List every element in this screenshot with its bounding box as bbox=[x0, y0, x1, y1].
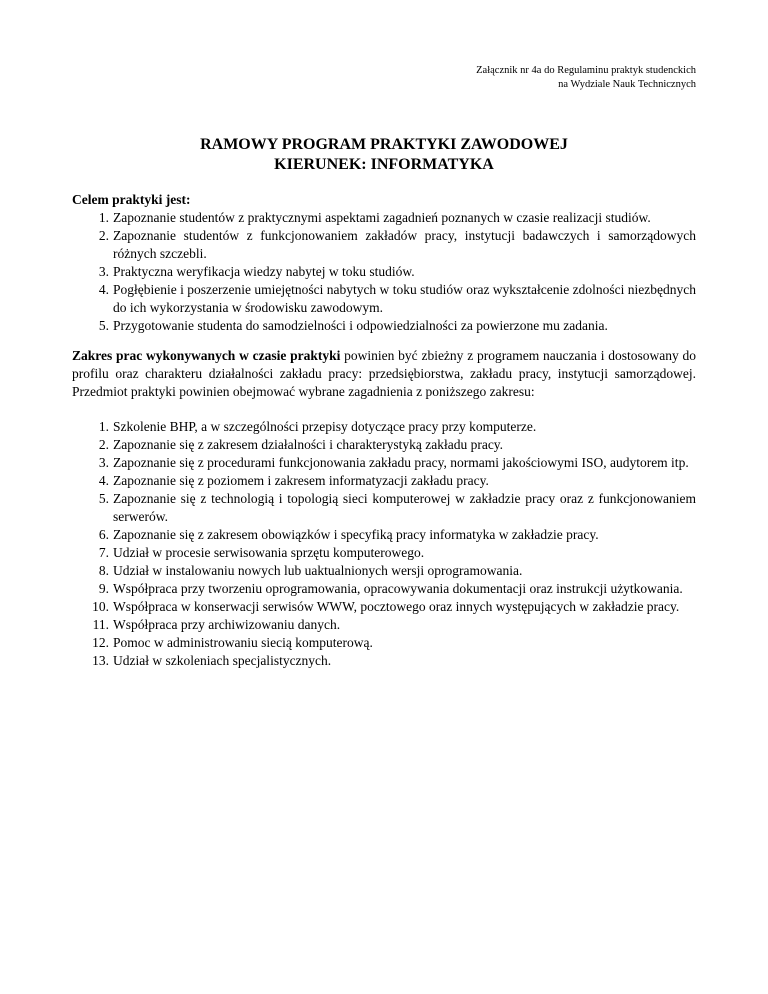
list-item: 12. Pomoc w administrowaniu siecią komputerową. bbox=[92, 635, 373, 650]
title-line-1: RAMOWY PROGRAM PRAKTYKI ZAWODOWEJ bbox=[200, 136, 568, 153]
list-item: 7. Udział w procesie serwisowania sprzętu komputerowego. bbox=[98, 545, 425, 560]
list-item: 5. Zapoznanie się z technologią i topologią sieci komputerowej w zakładzie pracy oraz z funkcjonowaniem serwerów. bbox=[98, 491, 696, 524]
list-item: 3. Praktyczna weryfikacja wiedzy nabytej w toku studiów. bbox=[98, 264, 415, 279]
list-item: 8. Udział w instalowaniu nowych lub uaktualnionych wersji oprogramowania. bbox=[98, 563, 523, 578]
list-item: 1. Zapoznanie studentów z praktycznymi aspektami zagadnień poznanych w czasie realizacji studiów. bbox=[98, 210, 651, 225]
list-item: 9. Współpraca przy tworzeniu oprogramowania, opracowywania dokumentacji oraz instrukcji użytkowania. bbox=[98, 581, 683, 596]
list-item: 2. Zapoznanie się z zakresem działalności i charakterystyką zakładu pracy. bbox=[98, 437, 504, 452]
scope-list bbox=[72, 418, 696, 670]
list-item: 1. Szkolenie BHP, a w szczególności przepisy dotyczące pracy przy komputerze. bbox=[98, 419, 537, 434]
title-line-2: KIERUNEK: INFORMATYKA bbox=[274, 156, 494, 173]
list-item: 10. Współpraca w konserwacji serwisów WWW, pocztowego oraz innych występujących w zakładzie pracy. bbox=[92, 599, 680, 614]
annex-line-2: na Wydziale Nauk Technicznych bbox=[558, 79, 696, 90]
list-item: 3. Zapoznanie się z procedurami funkcjonowania zakładu pracy, normami jakościowymi ISO, audytorem itp. bbox=[98, 455, 689, 470]
list-item: 6. Zapoznanie się z zakresem obowiązków i specyfiką pracy informatyka w zakładzie pracy. bbox=[98, 527, 599, 542]
scope-intro-bold: Zakres prac wykonywanych w czasie praktyki bbox=[72, 348, 341, 363]
document-page bbox=[72, 64, 696, 670]
list-item: 13. Udział w szkoleniach specjalistycznych. bbox=[92, 653, 332, 668]
annex-line-1: Załącznik nr 4a do Regulaminu praktyk studenckich bbox=[476, 65, 696, 76]
list-item: 5. Przygotowanie studenta do samodzielności i odpowiedzialności za powierzone mu zadania. bbox=[98, 318, 608, 333]
list-item: 4. Zapoznanie się z poziomem i zakresem informatyzacji zakładu pracy. bbox=[98, 473, 489, 488]
list-item: 2. Zapoznanie studentów z funkcjonowaniem zakładów pracy, instytucji badawczych i samorządowych różnych szczebli. bbox=[98, 228, 696, 261]
scope-intro bbox=[72, 347, 696, 401]
list-item: 4. Pogłębienie i poszerzenie umiejętności nabytych w toku studiów oraz wykształcenie zdolności niezbędnych do ich wykorzystania w środowisku zawodowym. bbox=[98, 282, 696, 315]
goals-heading: Celem praktyki jest: bbox=[72, 192, 191, 207]
goals-list bbox=[72, 209, 696, 335]
annex-note bbox=[72, 64, 696, 92]
scope-intro-text: powinien być zbieżny z programem nauczania i dostosowany do profilu oraz charakteru działalności zakładu pracy: przedsiębiorstwa, zakładu pracy, instytucji samorządowej. Przedmiot praktyki powinien obejmować wybrane zagadnienia z poniższego zakresu: bbox=[72, 348, 697, 399]
list-item: 11. Współpraca przy archiwizowaniu danych. bbox=[92, 617, 341, 632]
document-title bbox=[72, 135, 696, 175]
